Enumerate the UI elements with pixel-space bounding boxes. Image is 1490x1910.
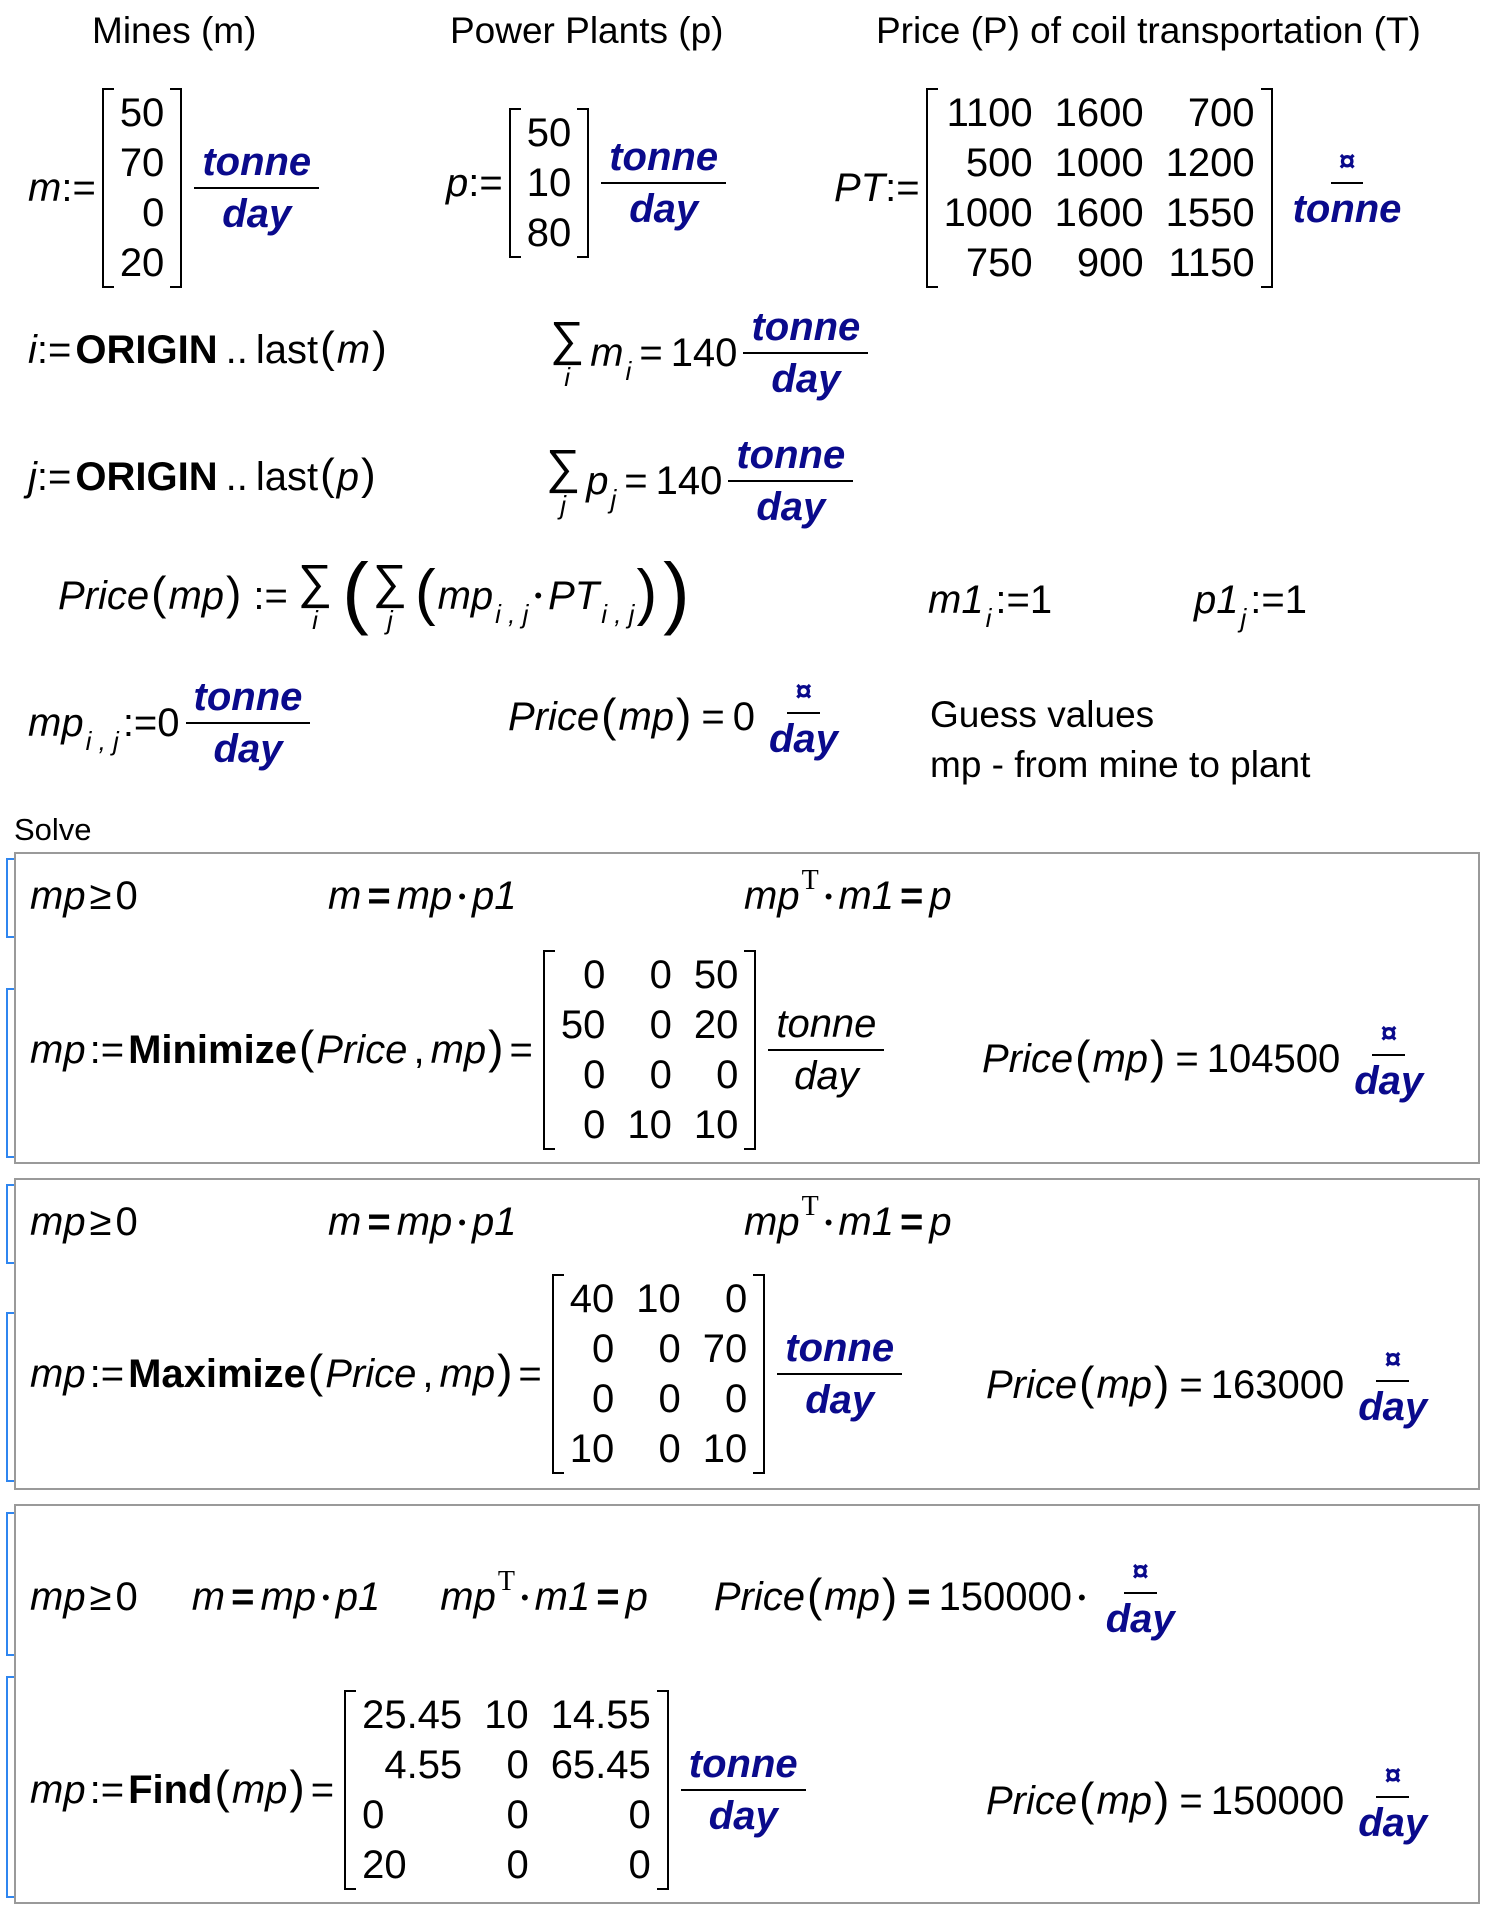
find-price: Price ( mp ) = 150000 $\frac{¤}{\text{day}}$	[986, 1759, 1428, 1845]
matrix-cell: 0	[725, 1277, 748, 1321]
m1-definition[interactable]: m1 i := 1	[928, 578, 1053, 633]
matrix-cell: 0	[716, 1053, 739, 1097]
i-range[interactable]: i := ORIGIN .. last ( m )	[28, 322, 387, 372]
matrix-cell: 900	[1076, 241, 1144, 285]
guess-note-title: Guess values	[930, 694, 1155, 735]
matrix-cell: 0	[592, 1377, 615, 1421]
m-unit: $\frac{\text{tonne}}{\text{day}}$	[194, 141, 319, 235]
minimize-price: Price ( mp ) = 104500 $\frac{¤}{\text{day}}$	[982, 1017, 1424, 1103]
m-definition[interactable]: m := 50 70 0 20 $\frac{\text{tonne}}{\text{day}}$	[28, 88, 325, 288]
matrix-cell: 750	[965, 241, 1033, 285]
matrix-cell: 40	[569, 1277, 615, 1321]
matrix-cell: 0	[725, 1377, 748, 1421]
find-result[interactable]: mp := Find ( mp ) = 25.45 10 14.55 4.55 0 65.45 0 0 0 20 0 0 $\frac{\text{tonne}}{\text{day}}$	[30, 1690, 812, 1890]
header-power-plants: Power Plants (p)	[450, 10, 724, 51]
matrix-cell: 0	[628, 1793, 651, 1837]
matrix-cell: 0	[583, 1103, 606, 1147]
matrix-cell: 1100	[946, 91, 1033, 135]
matrix-cell: 10	[569, 1427, 615, 1471]
sum-m: ∑ i m i = 140 $\frac{\text{tonne}}{\text{day}}$	[550, 306, 874, 400]
region-bracket	[6, 858, 14, 938]
guess-note-desc: mp - from mine to plant	[930, 744, 1311, 785]
matrix-cell: 0	[583, 953, 606, 997]
region-bracket	[6, 1676, 14, 1898]
constraint-supply[interactable]: m = mp • p1	[328, 1200, 517, 1244]
matrix-cell: 1000	[943, 191, 1033, 235]
matrix-cell: 0	[583, 1053, 606, 1097]
maximize-matrix	[552, 1274, 766, 1474]
j-range[interactable]: j := ORIGIN .. last ( p )	[28, 449, 376, 499]
matrix-cell: 0	[649, 1053, 672, 1097]
matrix-cell: 25.45	[362, 1693, 463, 1737]
constraint-demand[interactable]: mp T • m1 = p	[744, 864, 952, 918]
mp-guess[interactable]: mp i , j := 0 $\frac{\text{tonne}}{\text{day}}$	[28, 676, 316, 770]
matrix-cell: 0	[142, 191, 165, 235]
matrix-cell: 20	[362, 1843, 407, 1887]
matrix-cell: 0	[649, 1003, 672, 1047]
matrix-cell: 80	[526, 211, 572, 255]
matrix-cell: 0	[658, 1427, 681, 1471]
constraint-nonneg[interactable]: mp ≥ 0	[30, 1200, 138, 1244]
matrix-cell: 10	[627, 1103, 672, 1147]
maximize-result[interactable]: mp := Maximize ( Price , mp ) = 40 10 0 0 0 70 0 0 0 10 0 10 $\frac{\text{tonne}}{\text{day}}$	[30, 1274, 908, 1474]
p-unit: $\frac{\text{tonne}}{\text{day}}$	[601, 136, 726, 230]
constraint-demand[interactable]: mp T • m1 = p	[744, 1190, 952, 1244]
matrix-cell: 10	[636, 1277, 681, 1321]
minimize-result[interactable]: mp := Minimize ( Price , mp ) = 0 0 50 50 0 20 0 0 0 0 10 10 $\frac{\text{tonne}}{\text{day}}$	[30, 950, 890, 1150]
region-bracket	[6, 1312, 14, 1482]
region-bracket	[6, 1512, 14, 1656]
matrix-cell: 50	[693, 953, 739, 997]
matrix-cell: 1150	[1168, 241, 1255, 285]
matrix-cell: 50	[119, 91, 165, 135]
constraint-nonneg[interactable]: mp ≥ 0	[30, 874, 138, 918]
matrix-cell: 0	[506, 1743, 529, 1787]
pt-definition[interactable]: PT := 1100 1600 700 500 1000 1200 1000 1600 1550 750 900 1150 $\frac{¤}{\text{tonne}}$	[834, 88, 1415, 288]
pt-unit: $\frac{¤}{\text{tonne}}$	[1292, 145, 1402, 231]
m-vector	[102, 88, 183, 288]
matrix-cell: 50	[526, 111, 572, 155]
matrix-cell: 14.55	[550, 1693, 651, 1737]
header-price: Price (P) of coil transportation (T)	[876, 10, 1421, 51]
matrix-cell: 500	[965, 141, 1033, 185]
matrix-cell: 0	[658, 1327, 681, 1371]
solve-label: Solve	[14, 812, 92, 847]
find-matrix	[344, 1690, 669, 1890]
constraint-supply[interactable]: m = mp • p1	[328, 874, 517, 918]
price-function-definition[interactable]: Price ( mp ) := ∑ i ( ∑ j ( mp i , j • PT i , j ) )	[58, 547, 690, 636]
matrix-cell: 1600	[1054, 91, 1144, 135]
find-constraints[interactable]: mp ≥ 0 m = mp • p1 mp T • m1 = p Price ( mp ) = 150000 • $\frac{¤}{\text{day}}$	[30, 1555, 1175, 1641]
matrix-cell: 1550	[1165, 191, 1255, 235]
matrix-cell: 20	[119, 241, 165, 285]
matrix-cell: 0	[658, 1377, 681, 1421]
region-bracket	[6, 988, 14, 1158]
matrix-cell: 20	[693, 1003, 739, 1047]
header-mines: Mines (m)	[92, 10, 257, 51]
matrix-cell: 10	[484, 1693, 529, 1737]
matrix-cell: 0	[592, 1327, 615, 1371]
matrix-cell: 0	[506, 1793, 529, 1837]
sum-p: ∑ j p j = 140 $\frac{\text{tonne}}{\text{day}}$	[546, 434, 859, 528]
matrix-cell: 70	[702, 1327, 748, 1371]
matrix-cell: 10	[526, 161, 572, 205]
matrix-cell: 4.55	[384, 1743, 463, 1787]
p-vector	[509, 108, 590, 258]
price-guess: Price ( mp ) = 0 $\frac{¤}{\text{day}}$	[508, 675, 838, 761]
matrix-cell: 10	[693, 1103, 739, 1147]
p-definition[interactable]: p := 50 10 80 $\frac{\text{tonne}}{\text{day}}$	[446, 108, 732, 258]
matrix-cell: 65.45	[550, 1743, 651, 1787]
maximize-price: Price ( mp ) = 163000 $\frac{¤}{\text{day}}$	[986, 1343, 1428, 1429]
matrix-cell: 700	[1187, 91, 1255, 135]
matrix-cell: 50	[560, 1003, 606, 1047]
minimize-matrix	[543, 950, 757, 1150]
matrix-cell: 70	[119, 141, 165, 185]
matrix-cell: 0	[628, 1843, 651, 1887]
matrix-cell: 0	[506, 1843, 529, 1887]
p1-definition[interactable]: p1 j := 1	[1194, 578, 1308, 633]
matrix-cell: 1600	[1054, 191, 1144, 235]
matrix-cell: 0	[362, 1793, 385, 1837]
matrix-cell: 10	[702, 1427, 748, 1471]
region-bracket	[6, 1184, 14, 1264]
matrix-cell: 0	[649, 953, 672, 997]
matrix-cell: 1200	[1165, 141, 1255, 185]
pt-matrix	[926, 88, 1273, 288]
matrix-cell: 1000	[1054, 141, 1144, 185]
